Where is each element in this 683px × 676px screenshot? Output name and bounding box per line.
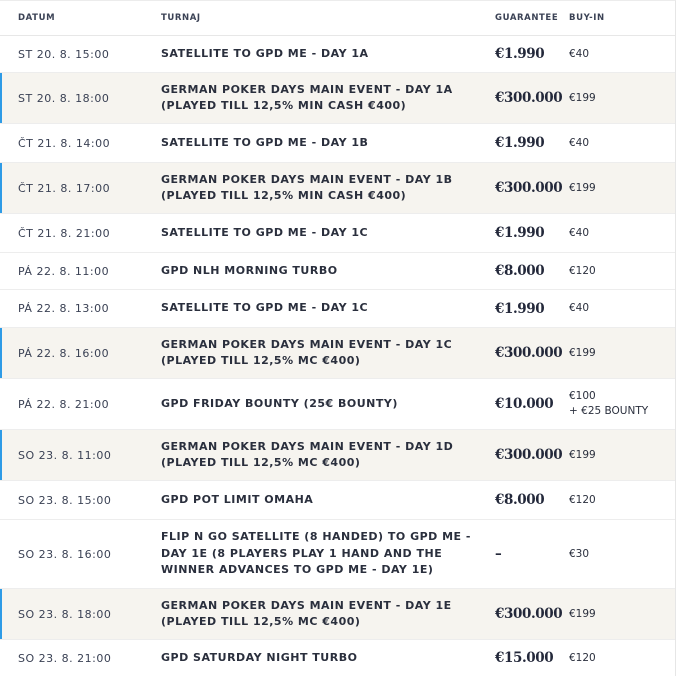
- row-date: ČT 21. 8. 17:00: [18, 181, 111, 195]
- row-tournament-name: GERMAN POKER DAYS MAIN EVENT - DAY 1E (PLAYED TILL 12,5% MC €400): [161, 598, 452, 628]
- row-tournament-name: SATELLITE TO GPD ME - DAY 1B: [161, 135, 369, 149]
- row-guarantee: €300.000: [495, 345, 563, 361]
- row-guarantee: –: [495, 546, 502, 562]
- row-date: ČT 21. 8. 21:00: [18, 226, 111, 240]
- row-date: SO 23. 8. 15:00: [18, 493, 112, 507]
- row-date: PÁ 22. 8. 21:00: [18, 397, 110, 411]
- row-date: SO 23. 8. 18:00: [18, 607, 112, 621]
- row-tournament-name: GERMAN POKER DAYS MAIN EVENT - DAY 1D (PLAYED TILL 12,5% MC €400): [161, 439, 454, 469]
- row-buyin: €120: [569, 264, 596, 277]
- table-header: [0, 1, 675, 36]
- row-buyin-bounty: + €25 BOUNTY: [569, 405, 649, 417]
- row-buyin: €199: [569, 346, 596, 359]
- row-guarantee: €1.990: [495, 225, 545, 241]
- row-buyin: €199: [569, 181, 596, 194]
- row-date: SO 23. 8. 16:00: [18, 547, 112, 561]
- row-guarantee: €8.000: [495, 263, 545, 279]
- row-tournament-name: GPD POT LIMIT OMAHA: [161, 492, 314, 506]
- table-row[interactable]: [0, 253, 675, 290]
- row-buyin: €199: [569, 607, 596, 620]
- row-date: PÁ 22. 8. 13:00: [18, 302, 110, 315]
- row-date: ST 20. 8. 18:00: [18, 91, 110, 105]
- row-guarantee: €300.000: [495, 180, 563, 196]
- row-tournament-name: FLIP N GO SATELLITE (8 HANDED) TO GPD ME - DAY 1E (8 PLAYERS PLAY 1 HAND AND THE WINNER ADVANCES TO GPD ME - DAY 1E): [161, 530, 471, 577]
- table-row[interactable]: [0, 36, 675, 73]
- header-guarantee: GUARANTEE: [495, 13, 559, 23]
- row-date: PÁ 22. 8. 11:00: [18, 264, 110, 278]
- table-row[interactable]: [0, 124, 675, 163]
- header-buyin: BUY-IN: [569, 12, 605, 23]
- row-guarantee: €300.000: [495, 606, 563, 622]
- header-tournament: TURNAJ: [161, 12, 201, 23]
- row-guarantee: €10.000: [495, 396, 554, 412]
- row-tournament-name: GERMAN POKER DAYS MAIN EVENT - DAY 1C (PLAYED TILL 12,5% MC €400): [161, 337, 453, 367]
- table-row-main-event[interactable]: [0, 73, 675, 124]
- row-buyin: €40: [569, 302, 590, 314]
- row-buyin: €199: [569, 91, 596, 104]
- row-tournament-name: GPD FRIDAY BOUNTY (25€ BOUNTY): [161, 396, 398, 410]
- row-guarantee: €300.000: [495, 447, 563, 463]
- row-buyin: €30: [569, 547, 590, 560]
- row-date: ČT 21. 8. 14:00: [18, 136, 111, 150]
- row-tournament-name: GPD NLH MORNING TURBO: [161, 263, 338, 277]
- row-guarantee: €300.000: [495, 90, 563, 106]
- row-tournament-name: GPD SATURDAY NIGHT TURBO: [161, 650, 358, 664]
- row-buyin: €120: [569, 493, 596, 506]
- row-guarantee: €1.990: [495, 135, 545, 151]
- row-tournament-name: SATELLITE TO GPD ME - DAY 1C: [161, 225, 369, 239]
- row-buyin: €199: [569, 448, 596, 461]
- row-buyin: €40: [569, 47, 590, 60]
- table-row[interactable]: [0, 290, 675, 328]
- header-date: DATUM: [18, 13, 56, 23]
- row-buyin-amount: €100: [569, 390, 596, 402]
- row-date: SO 23. 8. 11:00: [18, 448, 112, 462]
- table-row-main-event[interactable]: [0, 163, 675, 214]
- table-row-main-event[interactable]: [0, 328, 675, 379]
- row-buyin: €120: [569, 651, 596, 664]
- row-buyin: [569, 389, 675, 419]
- row-tournament-name: GERMAN POKER DAYS MAIN EVENT - DAY 1A (PLAYED TILL 12,5% MIN CASH €400): [161, 82, 453, 112]
- table-row-main-event[interactable]: [0, 430, 675, 481]
- row-guarantee: €15.000: [495, 650, 554, 666]
- row-guarantee: €1.990: [495, 300, 545, 317]
- row-date: SO 23. 8. 21:00: [18, 651, 112, 665]
- row-buyin: €40: [569, 136, 590, 149]
- row-tournament-name: GERMAN POKER DAYS MAIN EVENT - DAY 1B (PLAYED TILL 12,5% MIN CASH €400): [161, 172, 453, 202]
- table-row[interactable]: [0, 379, 675, 430]
- table-row[interactable]: [0, 214, 675, 253]
- row-guarantee: €1.990: [495, 46, 545, 62]
- table-row[interactable]: [0, 481, 675, 520]
- row-date: ST 20. 8. 15:00: [18, 47, 110, 61]
- row-buyin: €40: [569, 226, 590, 239]
- table-row[interactable]: [0, 520, 675, 589]
- row-tournament-name: SATELLITE TO GPD ME - DAY 1A: [161, 46, 369, 60]
- table-row[interactable]: [0, 640, 675, 676]
- row-guarantee: €8.000: [495, 492, 545, 508]
- table-row-main-event[interactable]: [0, 589, 675, 640]
- row-tournament-name: SATELLITE TO GPD ME - DAY 1C: [161, 301, 369, 315]
- row-date: PÁ 22. 8. 16:00: [18, 346, 110, 360]
